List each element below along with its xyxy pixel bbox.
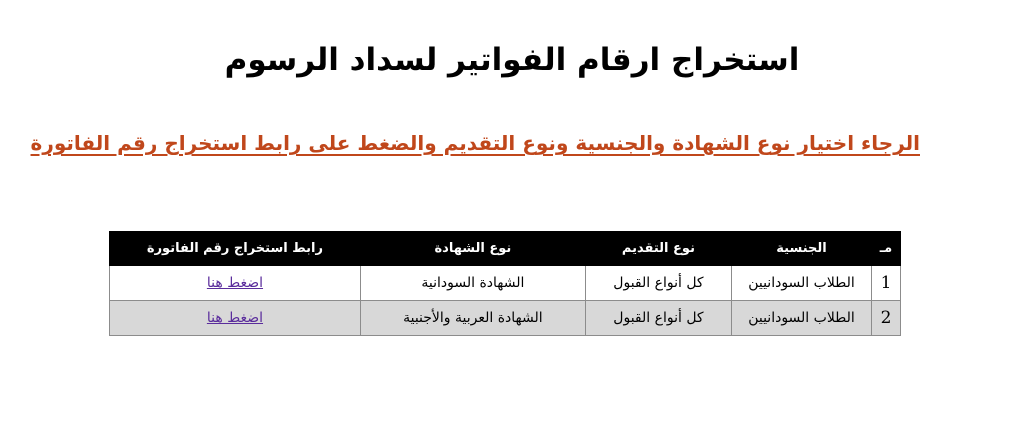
invoice-link[interactable]: اضغط هنا [206,310,264,326]
header-invoice-link: رابط استخراج رقم الفاتورة [110,232,361,266]
row-application-type: كل أنواع القبول [585,301,731,336]
table-header-row [110,232,901,266]
header-nationality: الجنسية [732,232,872,266]
instruction-text: الرجاء اختيار نوع الشهادة والجنسية ونوع التقديم والضغط على رابط استخراج رقم الفاتورة [30,131,920,155]
row-certificate-type: الشهادة العربية والأجنبية [360,301,585,336]
row-nationality: الطلاب السودانيين [732,266,872,301]
row-link-cell [110,301,361,336]
row-number: 1 [871,266,900,301]
invoice-table [109,231,901,336]
page-title: استخراج ارقام الفواتير لسداد الرسوم [224,42,800,78]
header-number: مـ [871,232,900,266]
row-certificate-type: الشهادة السودانية [360,266,585,301]
table-header [110,232,901,266]
invoice-link[interactable]: اضغط هنا [206,275,264,291]
row-number: 2 [871,301,900,336]
table-body [110,266,901,336]
table-row [110,301,901,336]
table-row [110,266,901,301]
row-nationality: الطلاب السودانيين [732,301,872,336]
header-application-type: نوع التقديم [585,232,731,266]
row-application-type: كل أنواع القبول [585,266,731,301]
row-link-cell [110,266,361,301]
header-certificate-type: نوع الشهادة [360,232,585,266]
